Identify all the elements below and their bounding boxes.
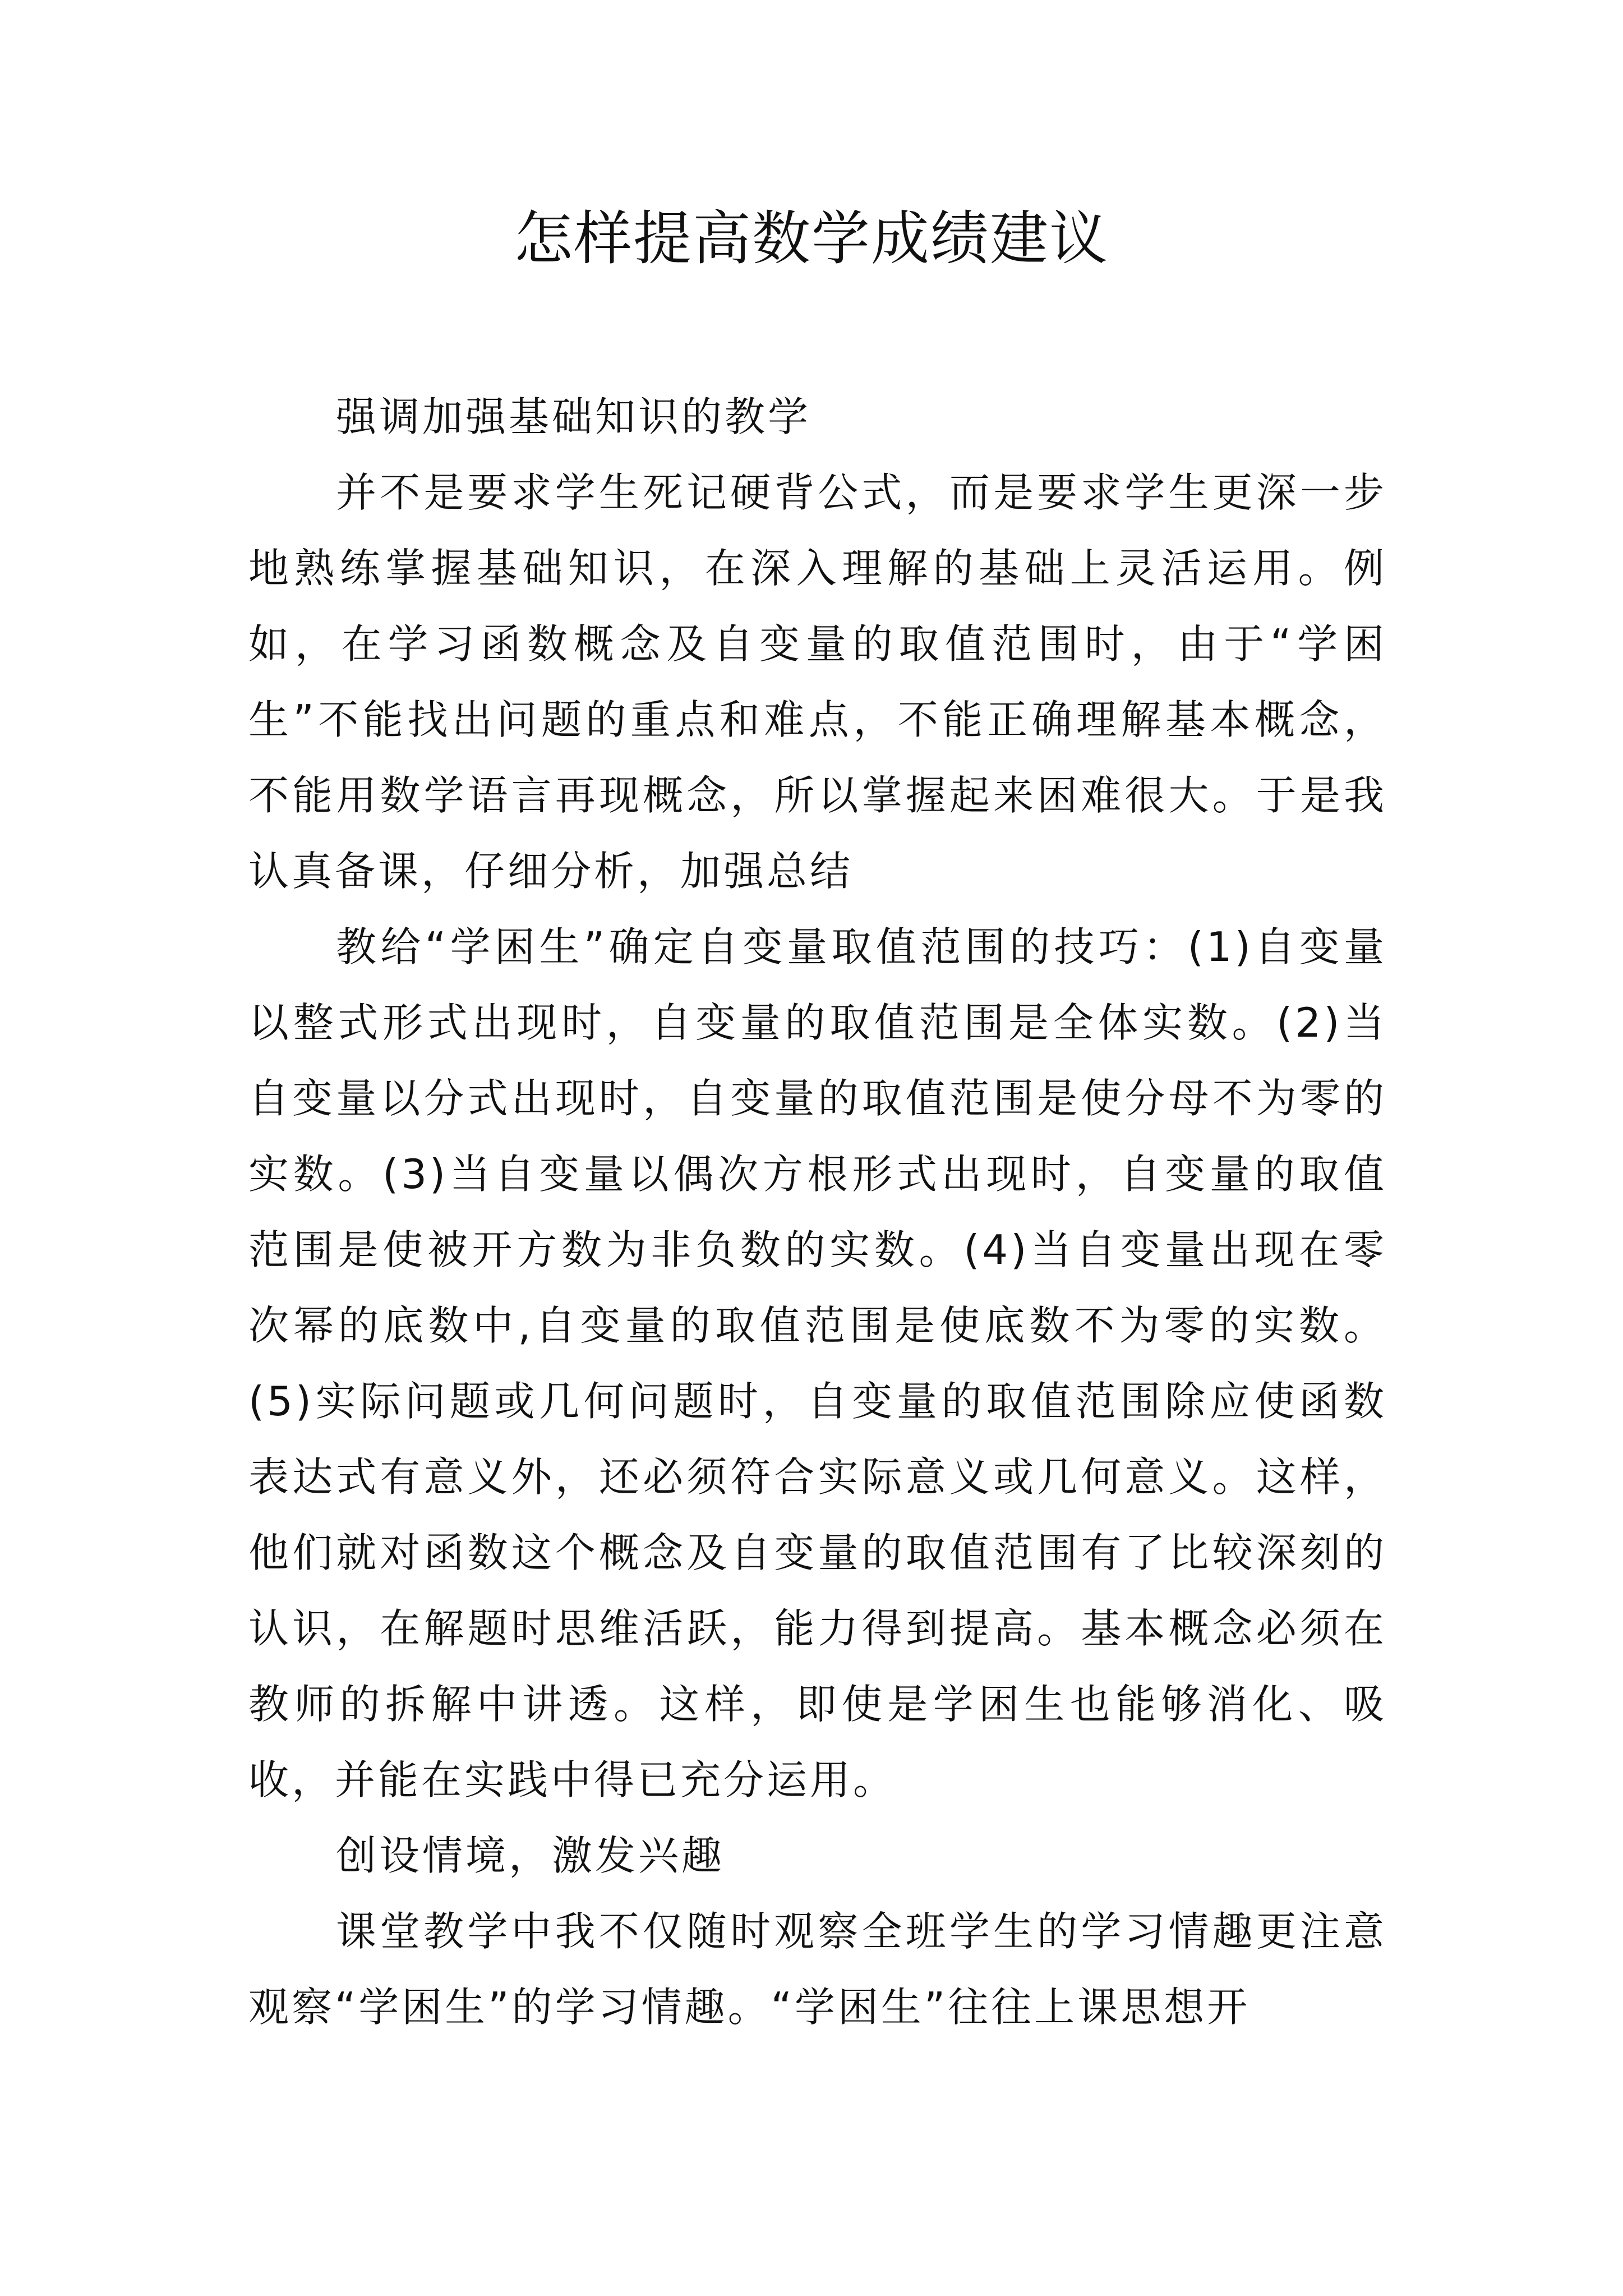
subheading-basic-knowledge: 强调加强基础知识的教学 [336,393,811,440]
paragraph-basic-knowledge: 并不是要求学生死记硬背公式，而是要求学生更深一步地熟练掌握基础知识，在深入理解的基础上灵活运用。例如，在学习函数概念及自变量的取值范围时，由于“学困生”不能找出问题的重点和难点，不能正确理解基本概念，不能用数学语言再现概念，所以掌握起来困难很大。于是我认真备课，仔细分析，加强总结 [248,469,1387,895]
document-body [248,379,1387,2045]
paragraph-variable-range-tips: 教给“学困生”确定自变量取值范围的技巧：(1)自变量以整式形式出现时，自变量的取值范围是全体实数。(2)当自变量以分式出现时，自变量的取值范围是使分母不为零的实数。(3)当自变量以偶次方根形式出现时，自变量的取值范围是使被开方数为非负数的实数。(4)当自变量出现在零次幂的底数中,自变量的取值范围是使底数不为零的实数。(5)实际问题或几何问题时，自变量的取值范围除应使函数表达式有意义外，还必须符合实际意义或几何意义。这样，他们就对函数这个概念及自变量的取值范围有了比较深刻的认识，在解题时思维活跃，能力得到提高。基本概念必须在教师的拆解中讲透。这样，即使是学困生也能够消化、吸收，并能在实践中得已充分运用。 [248,923,1387,1803]
document-title: 怎样提高数学成绩建议 [514,204,1109,273]
paragraph-classroom-observation: 课堂教学中我不仅随时观察全班学生的学习情趣更注意观察“学困生”的学习情趣。“学困生”往往上课思想开 [248,1908,1387,2031]
subheading-interest: 创设情境，激发兴趣 [336,1832,725,1879]
